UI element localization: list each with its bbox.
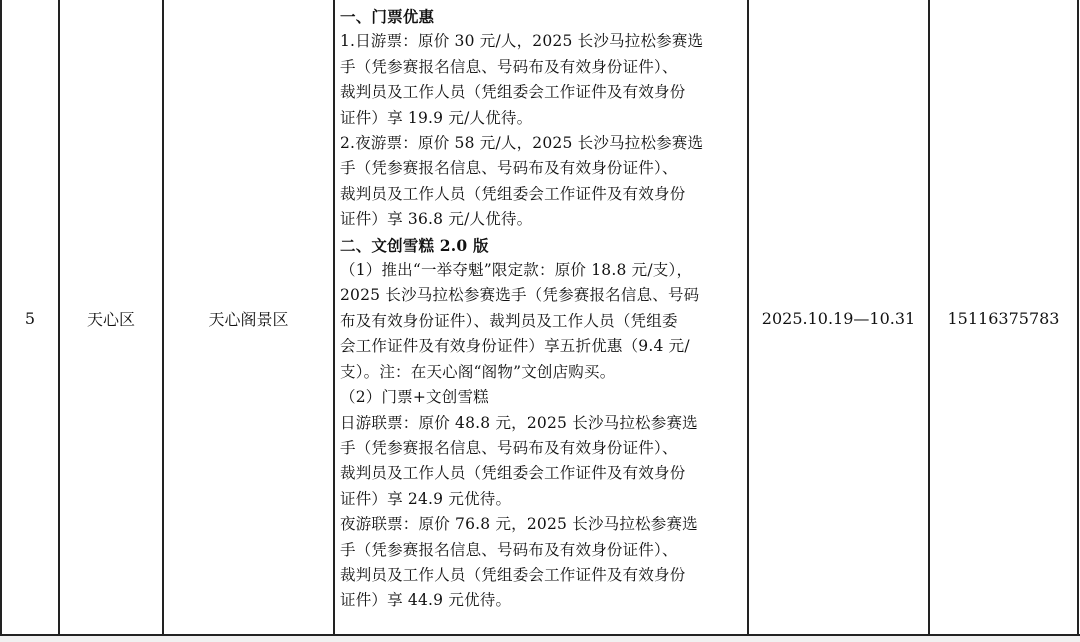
row-number: 5 <box>24 308 36 328</box>
detail-line: 2.夜游票：原价 58 元/人，2025 长沙马拉松参赛选 <box>340 134 704 153</box>
detail-line: 手（凭参赛报名信息、号码布及有效身份证件）、 <box>340 159 678 178</box>
detail-line: 裁判员及工作人员（凭组委会工作证件及有效身份 <box>340 464 686 483</box>
detail-line: 裁判员及工作人员（凭组委会工作证件及有效身份 <box>340 565 686 584</box>
section-heading: 一、门票优惠 <box>340 7 435 26</box>
detail-line: 证件）享 44.9 元优待。 <box>340 591 512 610</box>
phone-cell <box>930 0 1077 636</box>
period-cell <box>749 0 928 636</box>
detail-line: 2025 长沙马拉松参赛选手（凭参赛报名信息、号码 <box>340 286 700 305</box>
detail-line: 裁判员及工作人员（凭组委会工作证件及有效身份 <box>340 83 686 102</box>
detail-line: 手（凭参赛报名信息、号码布及有效身份证件）、 <box>340 438 678 457</box>
detail-line: （2）门票+文创雪糕 <box>340 388 489 407</box>
detail-line: 证件）享 24.9 元优待。 <box>340 489 512 508</box>
detail-line: 手（凭参赛报名信息、号码布及有效身份证件）、 <box>340 540 678 559</box>
district-cell <box>60 0 162 636</box>
detail-line: 会工作证件及有效身份证件）享五折优惠（9.4 元/ <box>340 337 690 356</box>
detail-line: 手（凭参赛报名信息、号码布及有效身份证件）、 <box>340 57 678 76</box>
detail-line: 裁判员及工作人员（凭组委会工作证件及有效身份 <box>340 184 686 203</box>
table-border-right <box>1077 0 1079 636</box>
detail-line: 证件）享 36.8 元/人优待。 <box>340 210 533 229</box>
detail-line: 日游联票：原价 48.8 元，2025 长沙马拉松参赛选 <box>340 413 698 432</box>
offer-details-cell <box>334 0 748 636</box>
row-number-cell <box>2 0 58 636</box>
offer-period: 2025.10.19—10.31 <box>761 308 916 328</box>
page-bottom-margin <box>0 636 1080 642</box>
district-name: 天心区 <box>86 309 135 329</box>
venue-cell <box>164 0 333 636</box>
section-heading: 二、文创雪糕 2.0 版 <box>340 235 489 255</box>
detail-line: 支）。注：在天心阁“阁物”文创店购买。 <box>340 362 616 381</box>
venue-name: 天心阁景区 <box>208 309 289 329</box>
detail-line: （1）推出“一举夺魁”限定款：原价 18.8 元/支）， <box>340 261 693 280</box>
detail-line: 证件）享 19.9 元/人优待。 <box>340 108 533 127</box>
contact-phone: 15116375783 <box>947 308 1060 328</box>
detail-line: 夜游联票：原价 76.8 元，2025 长沙马拉松参赛选 <box>340 515 698 534</box>
detail-line: 1.日游票：原价 30 元/人，2025 长沙马拉松参赛选 <box>340 32 704 51</box>
detail-line: 布及有效身份证件）、裁判员及工作人员（凭组委 <box>340 311 678 330</box>
